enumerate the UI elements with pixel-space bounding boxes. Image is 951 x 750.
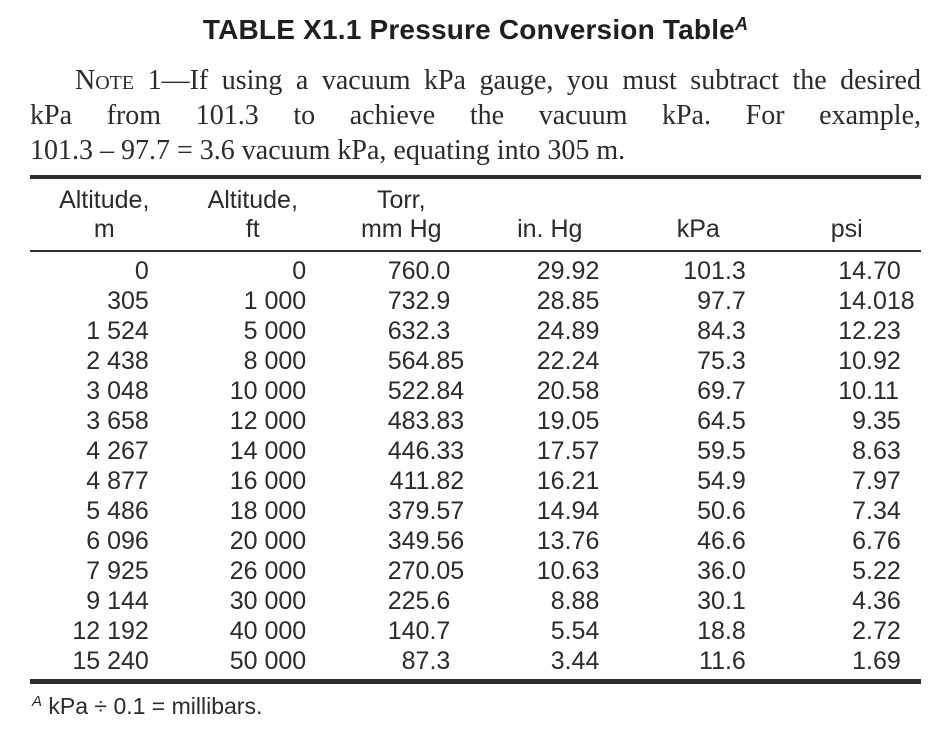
table-row [30, 436, 921, 466]
table-row [30, 346, 921, 376]
table-cell: 50 000 [229, 647, 307, 675]
table-cell: 14.94 [536, 497, 600, 525]
table-cell: 5.22 [852, 557, 901, 585]
note-paragraph [30, 63, 921, 168]
table-cell: 225.6 [387, 587, 451, 615]
table-cell: 3 048 [86, 377, 149, 405]
table-cell: 9 144 [86, 587, 149, 615]
table-row [30, 586, 921, 616]
table-cell: 19.05 [536, 407, 600, 435]
table-cell: 75.3 [697, 347, 746, 375]
table-cell: 40 000 [229, 617, 307, 645]
table-cell: 12.23 [838, 317, 901, 345]
column-header-altitude-ft [179, 177, 328, 251]
table-cell: 22.24 [536, 347, 600, 375]
table-cell: 12 000 [229, 407, 307, 435]
note-line-3: 101.3 – 97.7 = 3.6 vacuum kPa, equating into 305 m. [30, 135, 626, 166]
table-cell: 14.018 [838, 287, 915, 315]
table-cell: 0 [292, 257, 307, 285]
table-cell: 1.69 [852, 647, 901, 675]
table-header-row [30, 177, 921, 251]
table-row [30, 616, 921, 646]
table-cell: 29.92 [536, 257, 600, 285]
table-cell: 36.0 [697, 557, 746, 585]
table-cell: 50.6 [697, 497, 746, 525]
table-row [30, 406, 921, 436]
table-cell: 14 000 [229, 437, 307, 465]
table-cell: 101.3 [683, 257, 746, 285]
column-header-torr-mm-hg [327, 177, 476, 251]
table-row [30, 526, 921, 556]
table-cell: 28.85 [536, 287, 600, 315]
table-cell: 69.7 [697, 377, 746, 405]
table-cell: 564.85 [387, 347, 465, 375]
table-cell: 0 [134, 257, 149, 285]
column-header-line1: Altitude, [207, 186, 298, 214]
table-cell: 16.21 [536, 467, 600, 495]
table-cell: 26 000 [229, 557, 307, 585]
table-cell: 760.0 [387, 257, 451, 285]
table-cell: 3 658 [86, 407, 149, 435]
table-cell: 10.63 [536, 557, 600, 585]
note-line-1-text: 1—If using a vacuum kPa gauge, you must subtract the desired [134, 65, 921, 96]
table-cell: 8 000 [243, 347, 307, 375]
table-cell: 5 000 [243, 317, 307, 345]
table-cell: 7.97 [852, 467, 901, 495]
footnote-text: kPa ÷ 0.1 = millibars. [42, 693, 263, 719]
column-header-line1: Altitude, [59, 186, 150, 214]
table-cell: 59.5 [697, 437, 746, 465]
column-header-line1 [476, 186, 625, 215]
column-header-psi [773, 177, 922, 251]
table-cell: 20 000 [229, 527, 307, 555]
column-header-line2: m [93, 215, 115, 243]
table-cell: 6.76 [852, 527, 901, 555]
table-cell: 64.5 [697, 407, 746, 435]
table-footnote [30, 693, 921, 720]
table-row [30, 556, 921, 586]
table-row [30, 286, 921, 316]
column-header-line1 [773, 186, 922, 215]
column-header-line1: Torr, [376, 186, 426, 214]
table-cell: 30.1 [697, 587, 746, 615]
table-cell: 10.92 [838, 347, 901, 375]
pressure-conversion-table [30, 175, 921, 684]
table-cell: 8.88 [550, 587, 600, 615]
table-cell: 10.11 [838, 377, 899, 405]
table-cell: 87.3 [401, 647, 451, 675]
table-title-text: TABLE X1.1 Pressure Conversion Table [202, 14, 735, 45]
column-header-altitude-m [30, 177, 179, 251]
table-cell: 20.58 [536, 377, 600, 405]
table-cell: 2.72 [852, 617, 901, 645]
table-cell: 10 000 [229, 377, 307, 405]
table-cell: 446.33 [387, 437, 465, 465]
column-header-line2: kPa [676, 215, 720, 243]
table-header [30, 177, 921, 251]
table-cell: 270.05 [387, 557, 465, 585]
table-row [30, 646, 921, 682]
table-cell: 24.89 [536, 317, 600, 345]
table-cell: 13.76 [536, 527, 600, 555]
table-row [30, 376, 921, 406]
table-row [30, 251, 921, 286]
table-cell: 6 096 [86, 527, 149, 555]
table-cell: 18 000 [229, 497, 307, 525]
column-header-in-hg [476, 177, 625, 251]
table-cell: 1 524 [86, 317, 149, 345]
column-header-line2: mm Hg [360, 215, 442, 243]
table-cell: 2 438 [86, 347, 149, 375]
column-header-line1 [624, 186, 773, 215]
table-cell: 7.34 [852, 497, 901, 525]
table-cell: 1 000 [243, 287, 307, 315]
table-cell: 4.36 [852, 587, 901, 615]
table-cell: 483.83 [387, 407, 465, 435]
table-cell: 46.6 [697, 527, 746, 555]
table-row [30, 316, 921, 346]
column-header-line2: ft [245, 215, 260, 243]
table-cell: 18.8 [697, 617, 746, 645]
table-cell: 12 192 [72, 617, 149, 645]
table-cell: 522.84 [387, 377, 465, 405]
table-cell: 17.57 [536, 437, 600, 465]
table-cell: 30 000 [229, 587, 307, 615]
table-cell: 84.3 [697, 317, 746, 345]
table-cell: 14.70 [838, 257, 901, 285]
table-cell: 5 486 [86, 497, 149, 525]
title-footnote-ref-superscript: A [734, 14, 749, 34]
table-row [30, 496, 921, 526]
table-body [30, 251, 921, 682]
table-cell: 305 [107, 287, 149, 315]
table-cell: 9.35 [852, 407, 901, 435]
table-cell: 349.56 [387, 527, 465, 555]
column-header-kpa [624, 177, 773, 251]
table-cell: 140.7 [387, 617, 451, 645]
table-cell: 732.9 [387, 287, 451, 315]
table-cell: 4 877 [86, 467, 149, 495]
table-cell: 54.9 [697, 467, 746, 495]
table-title [30, 14, 921, 46]
footnote-ref-superscript: A [32, 693, 43, 710]
table-cell: 3.44 [550, 647, 600, 675]
table-row [30, 466, 921, 496]
table-cell: 5.54 [550, 617, 600, 645]
column-header-line2: in. Hg [517, 215, 583, 243]
table-cell: 379.57 [387, 497, 465, 525]
table-cell: 11.6 [699, 647, 746, 675]
table-cell: 16 000 [229, 467, 307, 495]
table-cell: 632.3 [387, 317, 451, 345]
table-cell: 411.82 [389, 467, 465, 495]
column-header-line2: psi [830, 215, 863, 243]
table-cell: 4 267 [86, 437, 149, 465]
table-cell: 97.7 [697, 287, 746, 315]
note-label: Note [75, 65, 135, 96]
note-line-2: kPa from 101.3 to achieve the vacuum kPa. For example, [30, 100, 921, 131]
table-cell: 7 925 [86, 557, 149, 585]
note-line-1 [30, 63, 921, 98]
table-cell: 8.63 [852, 437, 901, 465]
table-cell: 15 240 [72, 647, 149, 675]
